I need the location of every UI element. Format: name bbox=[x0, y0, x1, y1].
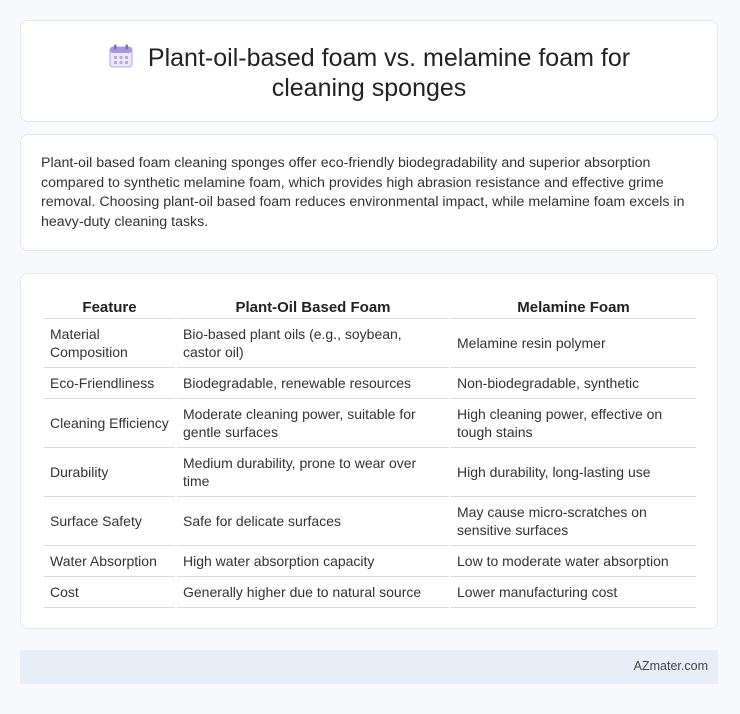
plant-oil-cell: Generally higher due to natural source bbox=[177, 577, 449, 608]
table-row bbox=[44, 497, 696, 546]
header-melamine: Melamine Foam bbox=[451, 296, 696, 319]
table-row bbox=[44, 319, 696, 368]
plant-oil-cell: Moderate cleaning power, suitable for gentle surfaces bbox=[177, 399, 449, 448]
plant-oil-cell: Bio-based plant oils (e.g., soybean, castor oil) bbox=[177, 319, 449, 368]
melamine-cell: Melamine resin polymer bbox=[451, 319, 696, 368]
feature-cell: Water Absorption bbox=[44, 546, 175, 577]
feature-cell: Cleaning Efficiency bbox=[44, 399, 175, 448]
calendar-icon bbox=[108, 43, 134, 69]
melamine-cell: May cause micro-scratches on sensitive surfaces bbox=[451, 497, 696, 546]
feature-cell: Cost bbox=[44, 577, 175, 608]
feature-cell: Durability bbox=[44, 448, 175, 497]
title-text: Plant-oil-based foam vs. melamine foam for cleaning sponges bbox=[147, 44, 631, 102]
comparison-table bbox=[42, 296, 698, 608]
melamine-cell: Lower manufacturing cost bbox=[451, 577, 696, 608]
footer-brand: AZmater.com bbox=[633, 659, 708, 673]
header-feature: Feature bbox=[44, 296, 175, 319]
plant-oil-cell: Biodegradable, renewable resources bbox=[177, 368, 449, 399]
header-plant-oil: Plant-Oil Based Foam bbox=[177, 296, 449, 319]
melamine-cell: Non-biodegradable, synthetic bbox=[451, 368, 696, 399]
table-row bbox=[44, 448, 696, 497]
plant-oil-cell: Medium durability, prone to wear over time bbox=[177, 448, 449, 497]
feature-cell: Eco-Friendliness bbox=[44, 368, 175, 399]
summary-card bbox=[20, 134, 718, 251]
melamine-cell: High durability, long-lasting use bbox=[451, 448, 696, 497]
feature-cell: Surface Safety bbox=[44, 497, 175, 546]
title-card bbox=[20, 20, 718, 122]
table-row bbox=[44, 368, 696, 399]
table-row bbox=[44, 399, 696, 448]
table-row bbox=[44, 546, 696, 577]
summary-text: Plant-oil based foam cleaning sponges offer eco-friendly biodegradability and superior absorption compared to synthetic melamine foam, which provides high abrasion resistance and effective grime removal. Choosing plant-oil based foam reduces environmental impact, while melamine foam excels in heavy-duty cleaning tasks. bbox=[41, 155, 685, 230]
footer bbox=[20, 650, 718, 684]
plant-oil-cell: High water absorption capacity bbox=[177, 546, 449, 577]
table-row bbox=[44, 577, 696, 608]
melamine-cell: Low to moderate water absorption bbox=[451, 546, 696, 577]
plant-oil-cell: Safe for delicate surfaces bbox=[177, 497, 449, 546]
feature-cell: Material Composition bbox=[44, 319, 175, 368]
melamine-cell: High cleaning power, effective on tough stains bbox=[451, 399, 696, 448]
page-title bbox=[21, 43, 717, 103]
table-header-row bbox=[44, 296, 696, 319]
